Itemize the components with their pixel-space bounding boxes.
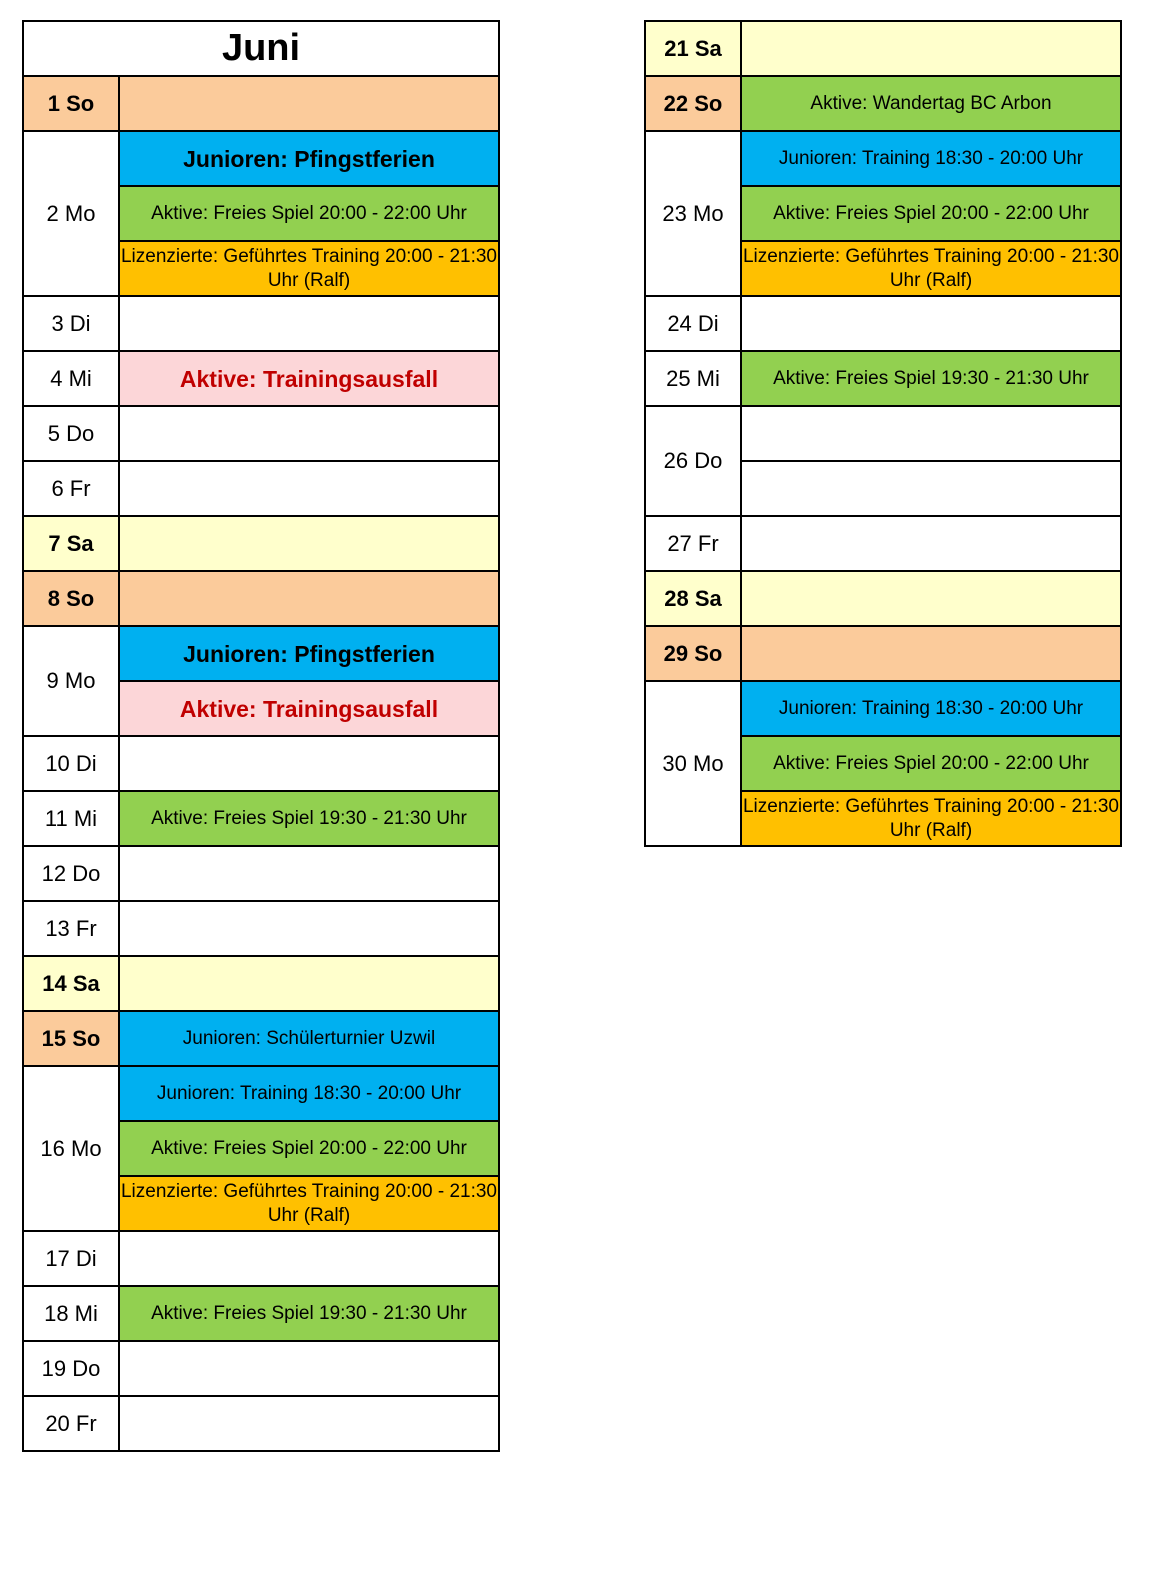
- event-cell: Aktive: Freies Spiel 20:00 - 22:00 Uhr: [119, 186, 499, 241]
- day-label: 18 Mi: [23, 1286, 119, 1341]
- calendar-row: [23, 76, 499, 131]
- empty-event-cell: [741, 571, 1121, 626]
- event-cell: Junioren: Schülerturnier Uzwil: [119, 1011, 499, 1066]
- event-cell: Aktive: Freies Spiel 19:30 - 21:30 Uhr: [119, 1286, 499, 1341]
- event-cell: Lizenzierte: Geführtes Training 20:00 - 21:30 Uhr (Ralf): [119, 1176, 499, 1231]
- empty-event-cell: [119, 571, 499, 626]
- day-label: 13 Fr: [23, 901, 119, 956]
- event-cell: Junioren: Pfingstferien: [119, 131, 499, 186]
- empty-event-cell: [119, 296, 499, 351]
- day-label: 30 Mo: [645, 681, 741, 846]
- day-label: 25 Mi: [645, 351, 741, 406]
- calendar-row: [23, 461, 499, 516]
- calendar-row: [23, 1396, 499, 1451]
- calendar-row: [645, 76, 1121, 131]
- event-cell: Lizenzierte: Geführtes Training 20:00 - 21:30 Uhr (Ralf): [741, 241, 1121, 296]
- empty-event-cell: [119, 1341, 499, 1396]
- event-cell: Aktive: Freies Spiel 19:30 - 21:30 Uhr: [741, 351, 1121, 406]
- calendar-row: [645, 406, 1121, 461]
- empty-event-cell: [119, 1231, 499, 1286]
- event-cell: Aktive: Freies Spiel 20:00 - 22:00 Uhr: [741, 186, 1121, 241]
- event-cell: Junioren: Training 18:30 - 20:00 Uhr: [119, 1066, 499, 1121]
- calendar-row: [645, 131, 1121, 186]
- calendar-row: [23, 1011, 499, 1066]
- month-title: Juni: [23, 21, 499, 76]
- calendar-row: [23, 131, 499, 186]
- empty-event-cell: [119, 406, 499, 461]
- day-label: 14 Sa: [23, 956, 119, 1011]
- calendar-row: [645, 681, 1121, 736]
- empty-event-cell: [741, 21, 1121, 76]
- event-cell: Lizenzierte: Geführtes Training 20:00 - 21:30 Uhr (Ralf): [741, 791, 1121, 846]
- empty-event-cell: [119, 461, 499, 516]
- calendar-row: [23, 791, 499, 846]
- empty-event-cell: [741, 516, 1121, 571]
- day-label: 28 Sa: [645, 571, 741, 626]
- calendar-row: [23, 571, 499, 626]
- day-label: 24 Di: [645, 296, 741, 351]
- calendar-row: [23, 516, 499, 571]
- empty-event-cell: [119, 516, 499, 571]
- calendar-row: [23, 736, 499, 791]
- day-label: 29 So: [645, 626, 741, 681]
- day-label: 5 Do: [23, 406, 119, 461]
- calendar-table-left: [22, 20, 500, 1452]
- calendar-table-right: [644, 20, 1122, 847]
- event-cell: Junioren: Training 18:30 - 20:00 Uhr: [741, 131, 1121, 186]
- day-label: 23 Mo: [645, 131, 741, 296]
- calendar-row: [23, 351, 499, 406]
- day-label: 21 Sa: [645, 21, 741, 76]
- calendar-row: [645, 296, 1121, 351]
- event-cell: Aktive: Freies Spiel 20:00 - 22:00 Uhr: [119, 1121, 499, 1176]
- empty-event-cell: [119, 76, 499, 131]
- event-cell: Aktive: Trainingsausfall: [119, 351, 499, 406]
- calendar-row: [23, 901, 499, 956]
- day-label: 7 Sa: [23, 516, 119, 571]
- day-label: 1 So: [23, 76, 119, 131]
- day-label: 3 Di: [23, 296, 119, 351]
- calendar-row: [23, 626, 499, 681]
- calendar-row: [23, 1066, 499, 1121]
- day-label: 9 Mo: [23, 626, 119, 736]
- day-label: 15 So: [23, 1011, 119, 1066]
- calendar-row: [23, 296, 499, 351]
- day-label: 2 Mo: [23, 131, 119, 296]
- calendar-row: [645, 571, 1121, 626]
- event-cell: Junioren: Pfingstferien: [119, 626, 499, 681]
- empty-event-cell: [741, 461, 1121, 516]
- calendar-row: [645, 516, 1121, 571]
- empty-event-cell: [119, 1396, 499, 1451]
- day-label: 17 Di: [23, 1231, 119, 1286]
- day-label: 16 Mo: [23, 1066, 119, 1231]
- empty-event-cell: [119, 846, 499, 901]
- day-label: 20 Fr: [23, 1396, 119, 1451]
- event-cell: Aktive: Freies Spiel 20:00 - 22:00 Uhr: [741, 736, 1121, 791]
- day-label: 12 Do: [23, 846, 119, 901]
- calendar-row: [23, 1341, 499, 1396]
- month-header-row: [23, 21, 499, 76]
- calendar-row: [23, 1231, 499, 1286]
- day-label: 4 Mi: [23, 351, 119, 406]
- empty-event-cell: [119, 901, 499, 956]
- event-cell: Lizenzierte: Geführtes Training 20:00 - 21:30 Uhr (Ralf): [119, 241, 499, 296]
- calendar-row: [23, 406, 499, 461]
- event-cell: Aktive: Wandertag BC Arbon: [741, 76, 1121, 131]
- calendar-row: [23, 956, 499, 1011]
- event-cell: Junioren: Training 18:30 - 20:00 Uhr: [741, 681, 1121, 736]
- empty-event-cell: [119, 736, 499, 791]
- calendar-row: [23, 1286, 499, 1341]
- day-label: 6 Fr: [23, 461, 119, 516]
- day-label: 11 Mi: [23, 791, 119, 846]
- empty-event-cell: [119, 956, 499, 1011]
- calendar-row: [645, 351, 1121, 406]
- calendar-row: [645, 626, 1121, 681]
- calendar-row: [23, 846, 499, 901]
- day-label: 27 Fr: [645, 516, 741, 571]
- day-label: 10 Di: [23, 736, 119, 791]
- day-label: 8 So: [23, 571, 119, 626]
- day-label: 26 Do: [645, 406, 741, 516]
- event-cell: Aktive: Trainingsausfall: [119, 681, 499, 736]
- empty-event-cell: [741, 296, 1121, 351]
- day-label: 22 So: [645, 76, 741, 131]
- event-cell: Aktive: Freies Spiel 19:30 - 21:30 Uhr: [119, 791, 499, 846]
- empty-event-cell: [741, 406, 1121, 461]
- calendar-row: [645, 21, 1121, 76]
- empty-event-cell: [741, 626, 1121, 681]
- day-label: 19 Do: [23, 1341, 119, 1396]
